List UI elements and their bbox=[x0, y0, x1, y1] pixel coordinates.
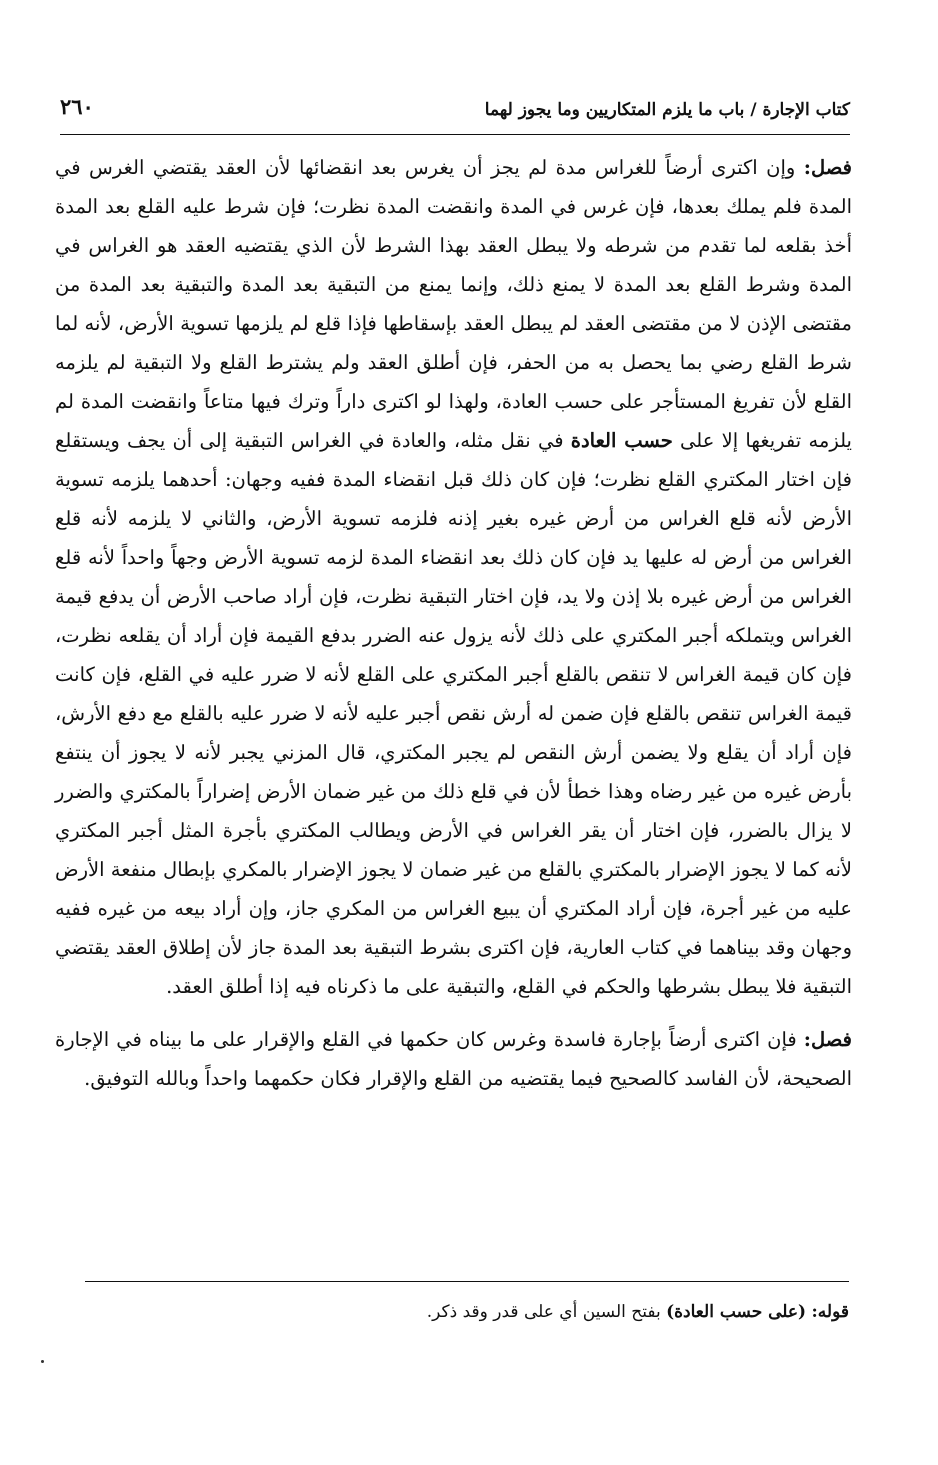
footnote-quoted-phrase: (على حسب العادة) bbox=[666, 1302, 807, 1322]
main-text bbox=[55, 148, 852, 1098]
running-header bbox=[60, 90, 850, 135]
section-label: فصل: bbox=[803, 1028, 852, 1051]
paragraph-2 bbox=[55, 1020, 852, 1098]
footnote bbox=[85, 1297, 849, 1327]
page-speck bbox=[41, 1360, 44, 1363]
footnote-divider bbox=[85, 1281, 849, 1282]
page-number: ٢٦٠ bbox=[60, 94, 94, 119]
paragraph-text: في نقل مثله، والعادة في الغراس التبقية إلى أن يجف ويستقلع فإن اختار المكتري القلع نظرت؛ فإن كان ذلك قبل انقضاء المدة ففيه وجهان: أحدهما يلزمه تسوية الأرض لأنه قلع الغراس من أرض غيره بغير إذنه فلزمه تسوية الأرض، والثاني لا يلزمه لأنه قلع الغراس من أرض له عليها يد فإن كان ذلك بعد انقضاء المدة لزمه تسوية الأرض وجهاً واحداً لأنه قلع الغراس من أرض غيره بلا إذن ولا يد، فإن اختار التبقية نظرت، فإن أراد صاحب الأرض أن يدفع قيمة الغراس ويتملكه أجبر المكتري على ذلك لأنه يزول عنه الضرر بدفع القيمة فإن أراد أن يقلعه نظرت، فإن كان قيمة الغراس لا تنقص بالقلع أجبر المكتري على القلع لأنه لا ضرر عليه في القلع، فإن كانت قيمة الغراس تنقص بالقلع فإن ضمن له أرش نقص أجبر عليه لأنه لا ضرر عليه بالقلع مع دفع الأرش، فإن أراد أن يقلع ولا يضمن أرش النقص لم يجبر المكتري، قال المزني يجبر لأنه لا يجوز أن ينتفع بأرض غيره من غير رضاه وهذا خطأ لأن في قلع ذلك من غير ضمان الأرض إضراراً بالمكتري والضرر لا يزال بالضرر، فإن اختار أن يقر الغراس في الأرض ويطالب المكتري بأجرة المثل أجبر المكتري لأنه كما لا يجوز الإضرار بالمكتري بالقلع من غير ضمان لا يجوز الإضرار بالمكري بإبطال منفعة الأرض عليه من غير أجرة، فإن أراد المكتري أن يبيع الغراس من المكري جاز، وإن أراد بيعه من غيره ففيه وجهان وقد بيناهما في كتاب العارية، فإن اكترى بشرط التبقية بعد المدة جاز لأن إطلاق العقد يقتضي التبقية فلا يبطل بشرطها والحكم في القلع، والتبقية على ما ذكرناه فيه إذا أطلق العقد. bbox=[55, 429, 852, 998]
footnote-text: بفتح السين أي على قدر وقد ذكر. bbox=[426, 1302, 661, 1322]
paragraph-1 bbox=[55, 148, 852, 1006]
annotated-phrase: حسب العادة bbox=[570, 429, 673, 452]
paragraph-text: فإن اكترى أرضاً بإجارة فاسدة وغرس كان حكمها في القلع والإقرار على ما بيناه في الإجارة الصحيحة، لأن الفاسد كالصحيح فيما يقتضيه من القلع والإقرار فكان حكمهما واحداً وبالله التوفيق. bbox=[55, 1028, 852, 1090]
paragraph-text: وإن اكترى أرضاً للغراس مدة لم يجز أن يغرس بعد انقضائها لأن العقد يقتضي الغرس في المدة فلم يملك بعدها، فإن غرس في المدة وانقضت المدة نظرت؛ فإن شرط عليه القلع بعد المدة أخذ بقلعه لما تقدم من شرطه ولا يبطل العقد بهذا الشرط لأن الذي يقتضيه العقد هو الغراس في المدة وشرط القلع بعد المدة لا يمنع ذلك، وإنما يمنع من التبقية بعد المدة والتبقية بعد المدة من مقتضى الإذن لا من مقتضى العقد لم يبطل العقد بإسقاطها فإذا قلع لم يلزمها تسوية الأرض، لأنه لما شرط القلع رضي بما يحصل به من الحفر، فإن أطلق العقد ولم يشترط القلع ولا التبقية لم يلزمه القلع لأن تفريغ المستأجر على حسب العادة، ولهذا لو اكترى داراً وترك فيها متاعاً وانقضت المدة لم يلزمه تفريغها إلا على bbox=[55, 156, 852, 452]
running-title: كتاب الإجارة / باب ما يلزم المتكاريين وما يجوز لهما bbox=[484, 100, 850, 120]
footnote-label: قوله: bbox=[811, 1302, 849, 1322]
section-label: فصل: bbox=[803, 156, 852, 179]
